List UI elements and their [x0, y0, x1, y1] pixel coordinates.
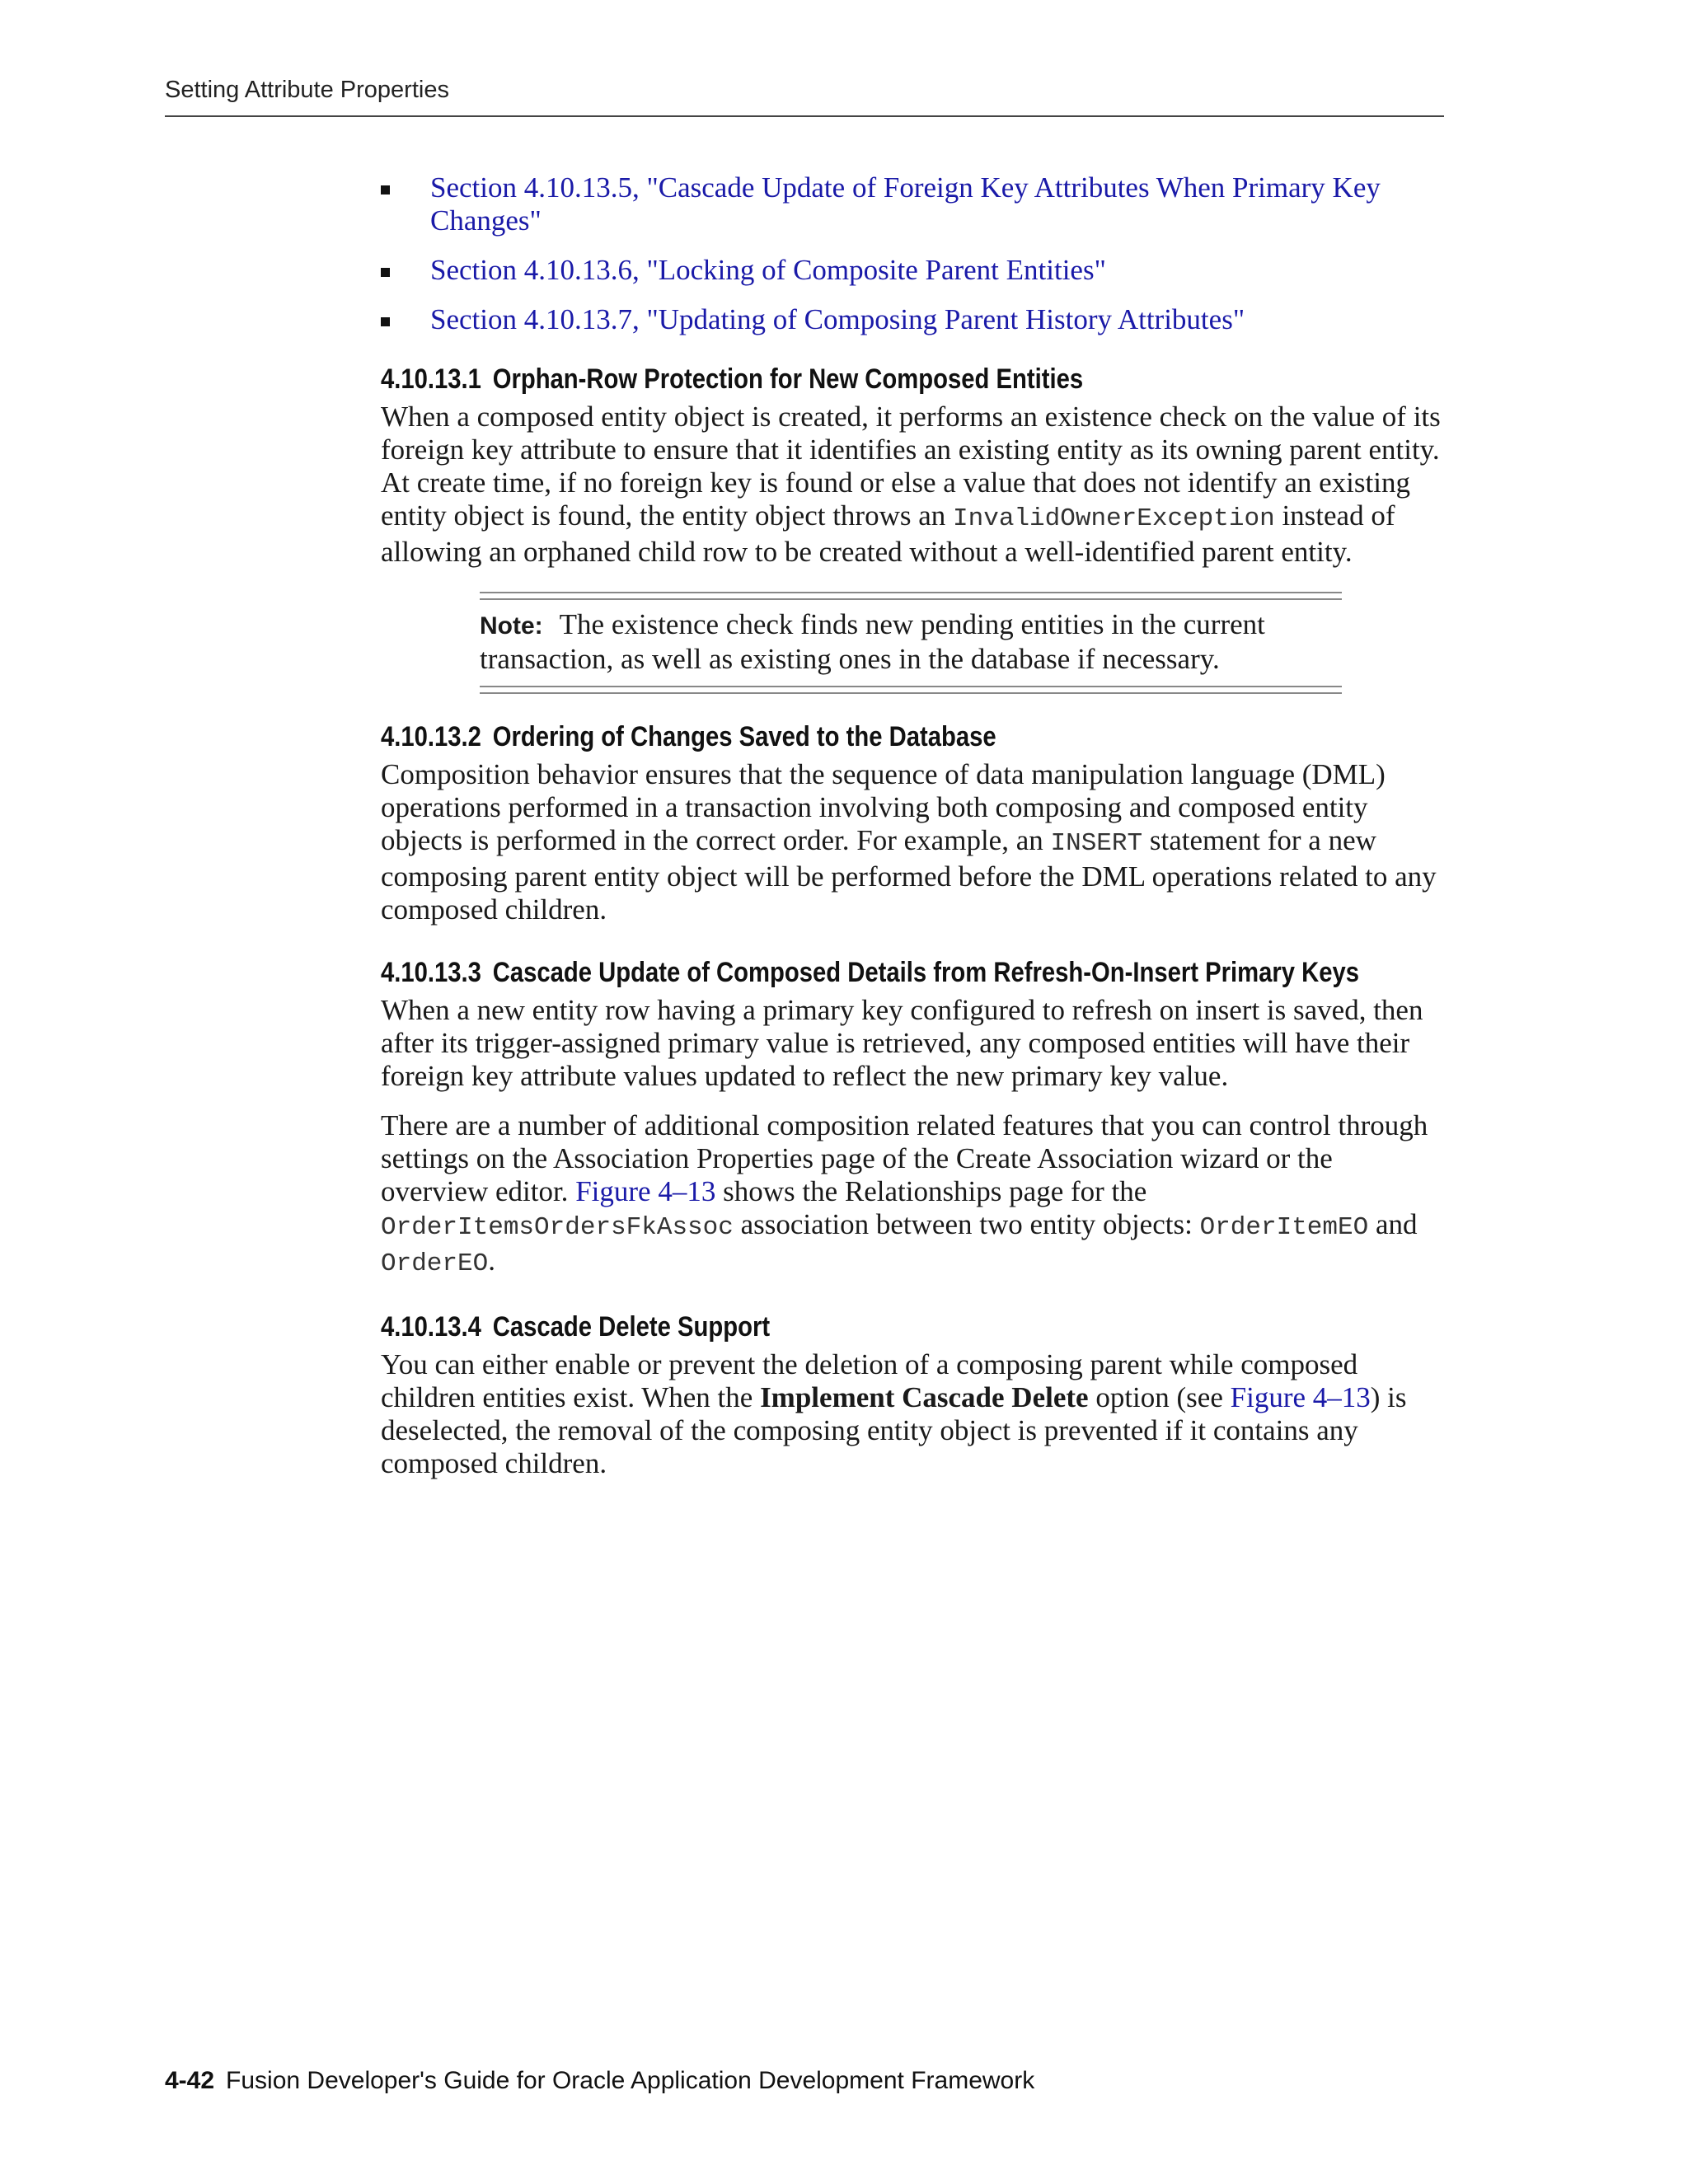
- link-figure-4-13[interactable]: Figure 4–13: [1230, 1381, 1371, 1413]
- code-order-items-orders-fk-assoc: OrderItemsOrdersFkAssoc: [381, 1213, 734, 1242]
- note-body: [480, 600, 1342, 686]
- link-section-4-10-13-6[interactable]: Section 4.10.13.6, "Locking of Composite Parent Entities": [430, 254, 1106, 286]
- note-bottom-rule: [480, 686, 1342, 694]
- code-order-eo: OrderEO: [381, 1249, 489, 1278]
- paragraph-orphan-row: When a composed entity object is created, it performs an existence check on the value of its foreign key attribute to ensure that it identifies an existing entity as its owning parent entity. At create time, if no foreign key is found or else a value that does not identify an existing entity object is found, the entity object throws an InvalidOwnerException instead of allowing an orphaned child row to be created without a well-identified parent entity.: [381, 401, 1441, 568]
- link-section-4-10-13-7[interactable]: Section 4.10.13.7, "Updating of Composing Parent History Attributes": [430, 303, 1245, 335]
- related-links-list: [381, 171, 1446, 336]
- page-content: [381, 171, 1446, 1497]
- heading-orphan-row-protection: 4.10.13.1 Orphan-Row Protection for New Composed Entities: [381, 363, 1084, 395]
- bullet-icon: [381, 317, 390, 326]
- code-insert: INSERT: [1050, 829, 1143, 858]
- paragraph-cascade-delete: You can either enable or prevent the deletion of a composing parent while composed children entities exist. When the Implement Cascade Delete option (see Figure 4–13) is deselected, the removal of the composing entity object is prevented if it contains any composed children.: [381, 1348, 1407, 1479]
- heading-cascade-delete: 4.10.13.4 Cascade Delete Support: [381, 1311, 771, 1343]
- list-item: [381, 254, 1446, 287]
- list-item: [381, 303, 1446, 336]
- link-figure-4-13[interactable]: Figure 4–13: [575, 1175, 716, 1207]
- bold-implement-cascade-delete: Implement Cascade Delete: [760, 1381, 1089, 1413]
- note-label: Note:: [480, 612, 543, 640]
- bullet-icon: [381, 268, 390, 277]
- note-top-rule: [480, 592, 1342, 600]
- code-order-item-eo: OrderItemEO: [1199, 1213, 1369, 1242]
- paragraph-cascade-update-1: When a new entity row having a primary key configured to refresh on insert is saved, then after its trigger-assigned primary value is retrieved, any composed entities will have their foreign key attribute values updated to reflect the new primary key value.: [381, 994, 1423, 1092]
- page-number: 4-42: [165, 2067, 215, 2094]
- heading-cascade-update: 4.10.13.3 Cascade Update of Composed Details from Refresh-On-Insert Primary Keys: [381, 957, 1360, 988]
- paragraph-ordering: Composition behavior ensures that the sequence of data manipulation language (DML) operations performed in a transaction involving both composing and composed entity objects is performed in the correct order. For example, an INSERT statement for a new composing parent entity object will be performed before the DML operations related to any composed children.: [381, 758, 1437, 926]
- code-invalid-owner-exception: InvalidOwnerException: [953, 504, 1275, 533]
- heading-ordering-of-changes: 4.10.13.2 Ordering of Changes Saved to the Database: [381, 721, 996, 752]
- link-section-4-10-13-5[interactable]: Section 4.10.13.5, "Cascade Update of Foreign Key Attributes When Primary Key Changes": [430, 171, 1381, 237]
- page-footer: [165, 2067, 1034, 2095]
- header-rule: [165, 115, 1444, 117]
- paragraph-cascade-update-2: There are a number of additional composition related features that you can control through settings on the Association Properties page of the Create Association wizard or the overview editor. Figure 4–13 shows the Relationships page for the OrderItemsOrdersFkAssoc association between two entity objects: OrderItemEO and OrderEO.: [381, 1109, 1428, 1278]
- bullet-icon: [381, 185, 390, 194]
- note-box: [480, 592, 1342, 694]
- list-item: [381, 171, 1446, 237]
- note-text: The existence check finds new pending entities in the current transaction, as well as existing ones in the database if necessary.: [480, 608, 1265, 675]
- book-title: Fusion Developer's Guide for Oracle Application Development Framework: [226, 2067, 1035, 2094]
- running-header: Setting Attribute Properties: [165, 77, 449, 103]
